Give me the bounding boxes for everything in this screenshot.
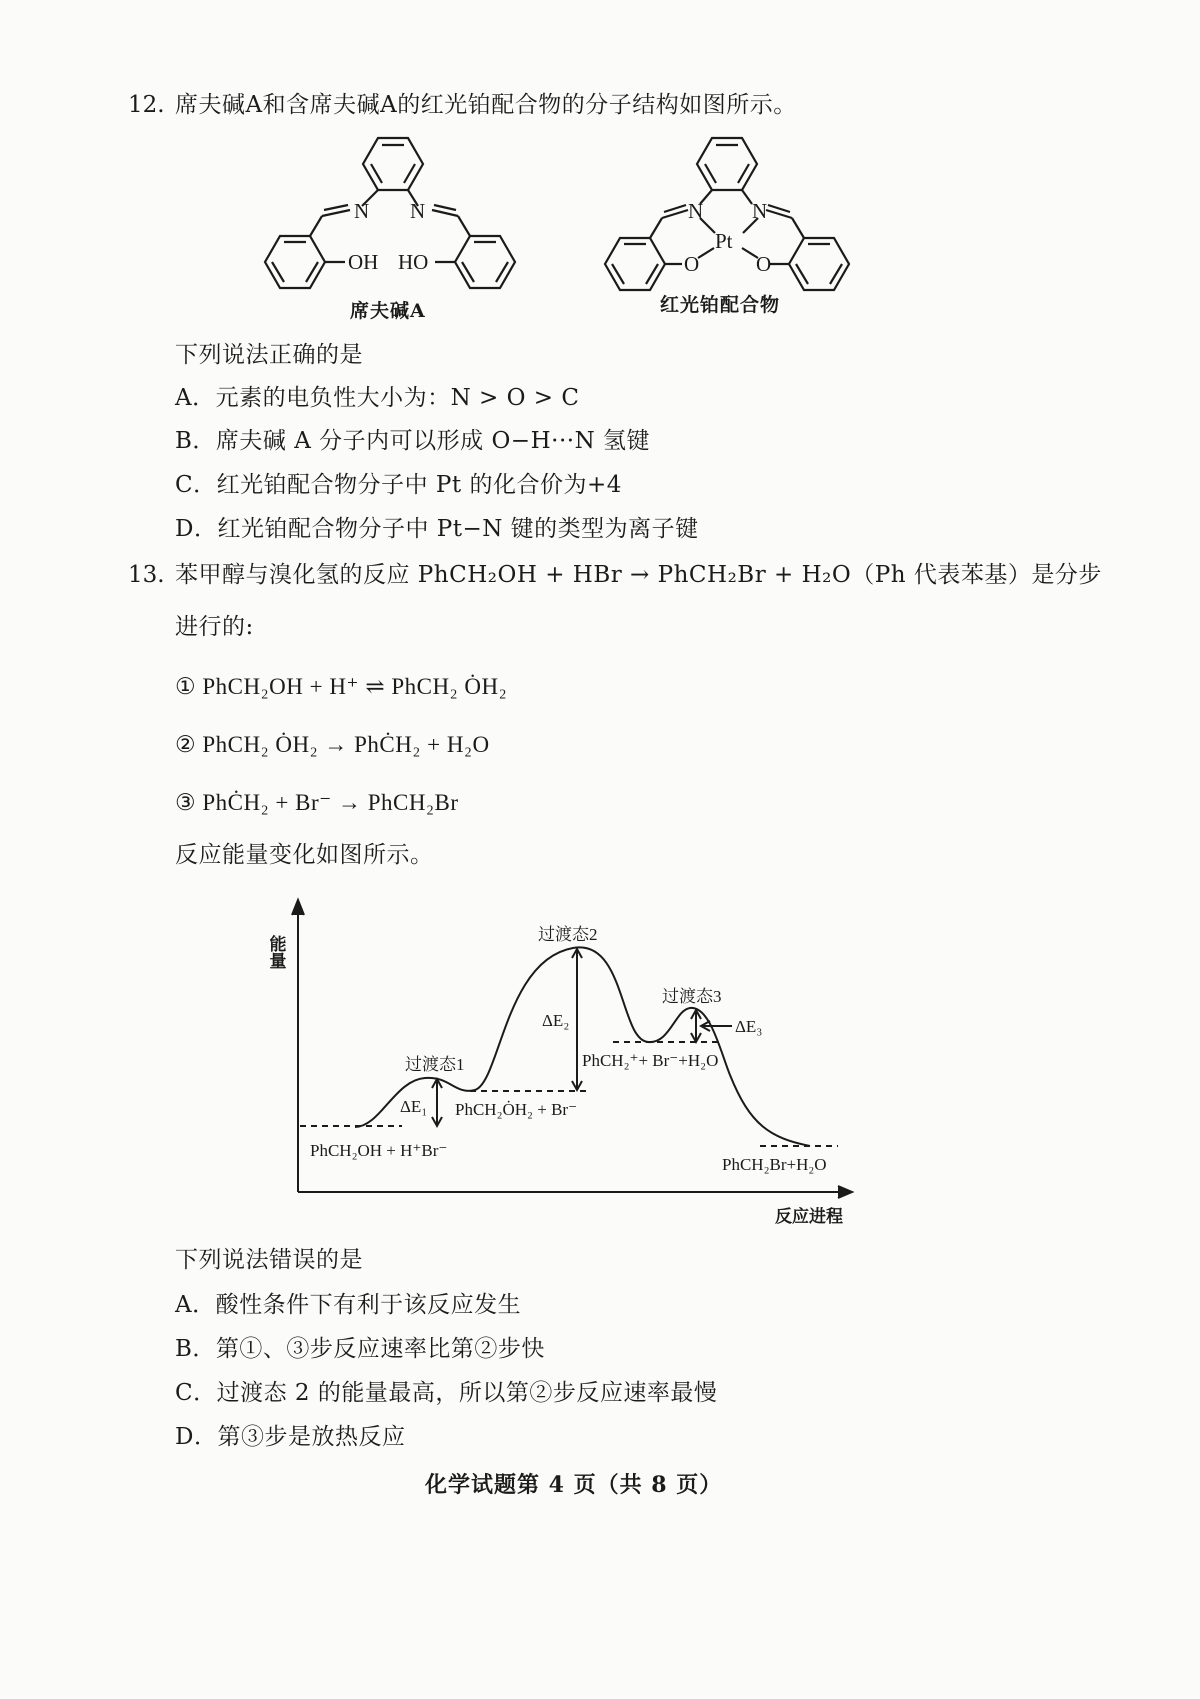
q13-option-c: C．过渡态 2 的能量最高，所以第②步反应速率最慢 [175,1380,718,1406]
ts3-label: 过渡态3 [662,987,722,1006]
q13-option-d: D．第③步是放热反应 [175,1424,406,1450]
de1-label: ΔE₁ [400,1097,428,1116]
de2-label: ΔE₂ [542,1011,570,1030]
atom-pt: Pt [715,229,733,253]
q12-option-c: C．红光铂配合物分子中 Pt 的化合价为+4 [175,472,622,498]
pt-complex-structure [600,128,860,298]
q12-prompt: 下列说法正确的是 [175,342,363,368]
atom-n-right: N [410,199,426,223]
products-label: PhCH₂Br+H₂O [722,1155,827,1174]
x-axis-label: 反应进程 [775,1207,843,1226]
q13-step1: ① PhCH₂OH + H⁺ ⇌ PhCH₂ ȮH₂ [175,674,508,699]
page-footer: 化学试题第 4 页（共 8 页） [425,1472,723,1498]
reactants-label: PhCH₂OH + H⁺Br⁻ [310,1141,448,1160]
q12-option-b: B．席夫碱 A 分子内可以形成 O−H···N 氢键 [175,428,650,454]
q12-option-a: A．元素的电负性大小为：N > O > C [175,385,580,411]
energy-diagram [266,925,870,1235]
energy-curve [355,947,810,1146]
q13-stem-line2: 进行的: [175,614,254,640]
atom-n-right-pt: N [752,199,768,223]
pt-complex-caption: 红光铂配合物 [660,294,781,316]
intermediate1-label: PhCH₂ȮH₂ + Br⁻ [455,1100,578,1119]
atom-ho: HO [398,250,429,274]
q13-step2: ② PhCH₂ ȮH₂ → PhĊH₂ + H₂O [175,732,490,757]
y-axis-label: 能量 [266,935,286,969]
schiff-base-a-structure [260,128,530,298]
atom-o-left: O [684,252,700,276]
de3-label: ΔE₃ [735,1017,763,1036]
ts1-label: 过渡态1 [405,1055,465,1074]
x-axis-arrow [838,1186,852,1198]
atom-oh: OH [348,250,379,274]
atom-n-left: N [354,199,370,223]
atom-n-left-pt: N [688,199,704,223]
q13-step3: ③ PhĊH₂ + Br⁻ → PhCH₂Br [175,790,459,815]
q13-stem-line1: 苯甲醇与溴化氢的反应 PhCH₂OH + HBr → PhCH₂Br + H₂O（Ph 代表苯基）是分步 [175,562,1102,588]
q13-option-a: A．酸性条件下有利于该反应发生 [175,1292,522,1318]
q13-figure-intro: 反应能量变化如图所示。 [175,842,434,868]
q13-number: 13. [128,562,165,588]
q13-prompt: 下列说法错误的是 [175,1247,363,1273]
q12-option-d: D．红光铂配合物分子中 Pt−N 键的类型为离子键 [175,516,699,542]
atom-o-right: O [756,252,772,276]
q12-stem: 席夫碱A和含席夫碱A的红光铂配合物的分子结构如图所示。 [175,92,797,118]
q12-number: 12. [128,92,165,118]
schiff-base-a-caption: 席夫碱A [350,300,426,322]
ts2-label: 过渡态2 [538,925,598,944]
y-axis-arrow [292,900,304,915]
intermediate2-label: PhCH₂⁺+ Br⁻+H₂O [582,1051,719,1070]
q13-option-b: B．第①、③步反应速率比第②步快 [175,1336,545,1362]
